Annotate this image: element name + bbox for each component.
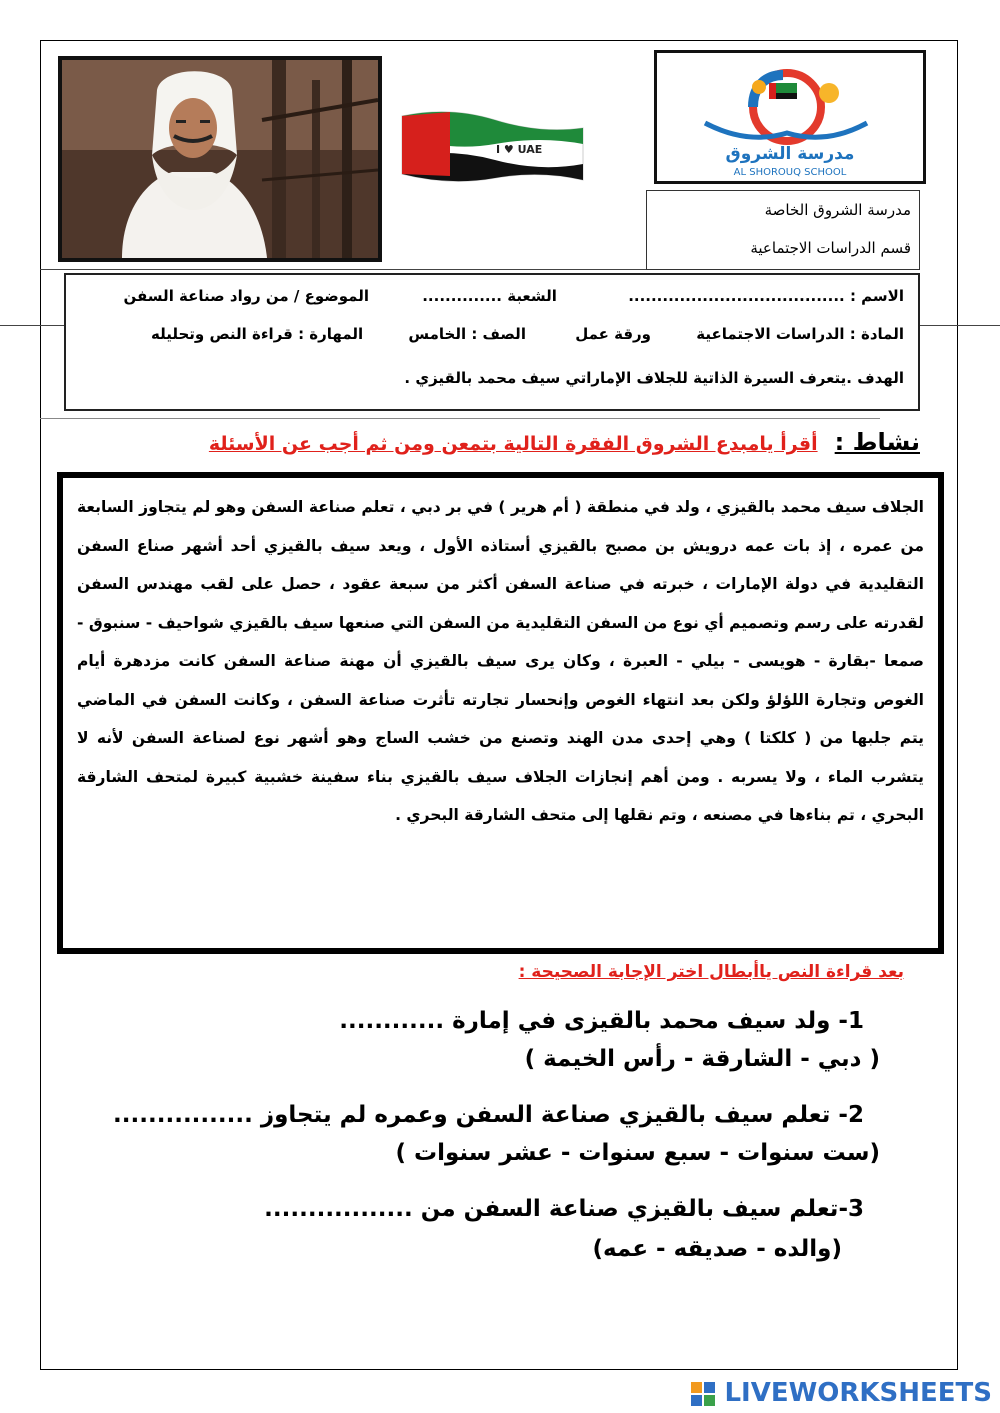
logo-arabic-text: مدرسة الشروق: [725, 144, 855, 164]
question-2-options[interactable]: (ست سنوات - سبع سنوات - عشر سنوات ): [395, 1140, 880, 1166]
liveworksheets-icon: [690, 1381, 716, 1407]
margin-line-right: [920, 325, 1000, 326]
activity-heading: [209, 428, 920, 456]
school-info-box: [646, 190, 920, 270]
subject-label: المادة : الدراسات الاجتماعية: [696, 325, 904, 343]
header-info-box: [64, 273, 920, 411]
uae-flag: [400, 108, 585, 186]
question-3-options[interactable]: (والده - صديقه - عمه): [592, 1236, 842, 1262]
question-2: 2- تعلم سيف بالقيزي صناعة السفن وعمره لم يتجاوز ................: [113, 1102, 864, 1128]
section-field[interactable]: الشعبة ..............: [422, 287, 557, 305]
margin-line-left: [0, 325, 64, 326]
skill-label: المهارة : قراءة النص وتحليله: [151, 325, 364, 343]
liveworksheets-watermark: LIVEWORKSHEETS: [724, 1378, 992, 1408]
school-name: مدرسة الشروق الخاصة: [764, 201, 911, 219]
question-1-options[interactable]: ( دبي - الشارقة - رأس الخيمة ): [524, 1046, 880, 1072]
grade-label: الصف : الخامس: [408, 325, 526, 343]
header-divider: [40, 269, 646, 270]
logo-english-text: AL SHOROUQ SCHOOL: [733, 167, 847, 178]
after-reading-instruction: بعد قراءة النص ياأبطال اختر الإجابة الصحيحة :: [518, 962, 904, 982]
activity-instruction: أقرأ يامبدع الشروق الفقرة التالية بتمعن ومن ثم أجب عن الأسئلة: [208, 433, 818, 455]
portrait-photo: [58, 56, 382, 262]
name-field[interactable]: الاسم : ......................................: [628, 287, 904, 305]
question-1: 1- ولد سيف محمد بالقيزى في إمارة ............: [339, 1008, 864, 1034]
flag-text: I ♥ UAE: [496, 143, 543, 156]
goal-label: الهدف .يتعرف السيرة الذاتية للجلاف الإماراتي سيف محمد بالقيزي .: [404, 369, 904, 387]
section-divider: [40, 418, 880, 419]
activity-label: نشاط :: [834, 428, 920, 456]
topic-label: الموضوع / من رواد صناعة السفن: [123, 287, 369, 305]
question-3: 3-تعلم سيف بالقيزي صناعة السفن من .................: [264, 1196, 864, 1222]
school-logo: [654, 50, 926, 184]
reading-passage: الجلاف سيف محمد بالقيزي ، ولد في منطقة ( أم هرير ) في بر دبي ، تعلم صناعة السفن وهو لم يتجاوز السابعة من عمره ، إذ بات عمه درويش بن مصبح بالقيزي أستاذه الأول ، ويعد سيف بالقيزي أحد أشهر صناع السفن التقليدية في دولة الإمارات ، خبرته في صناعة السفن أكثر من سبعة عقود ، حصل على لقب مهندس السفن لقدرته على رسم وتصميم أي نوع من السفن التقليدية من السفن التي صنعها سيف بالقيزي شواحيف - سنبوق - صمعا -بقارة - هويسى - بيلي - العبرة ، وكان يرى سيف بالقيزي أن مهنة صناعة السفن كانت مزدهرة أيام الغوص وتجارة اللؤلؤ ولكن بعد انتهاء الغوص وإنحسار تجارته تأثرت صناعة السفن ، وكانت السفن في الماضي يتم جلبها من ( كلكتا ) وهي إحدى مدن الهند وتصنع من خشب الساج وهو أشهر نوع لصناعة السفن لأنه لا يتشرب الماء ، ولا يسربه . ومن أهم إنجازات الجلاف سيف بالقيزي بناء سفينة خشبية كبيرة لمتحف الشارقة البحري ، تم بناءها في مصنعه ، وتم نقلها إلى متحف الشارقة البحري .: [57, 472, 944, 954]
department-name: قسم الدراسات الاجتماعية: [750, 239, 911, 257]
worksheet-label: ورقة عمل: [575, 325, 651, 343]
